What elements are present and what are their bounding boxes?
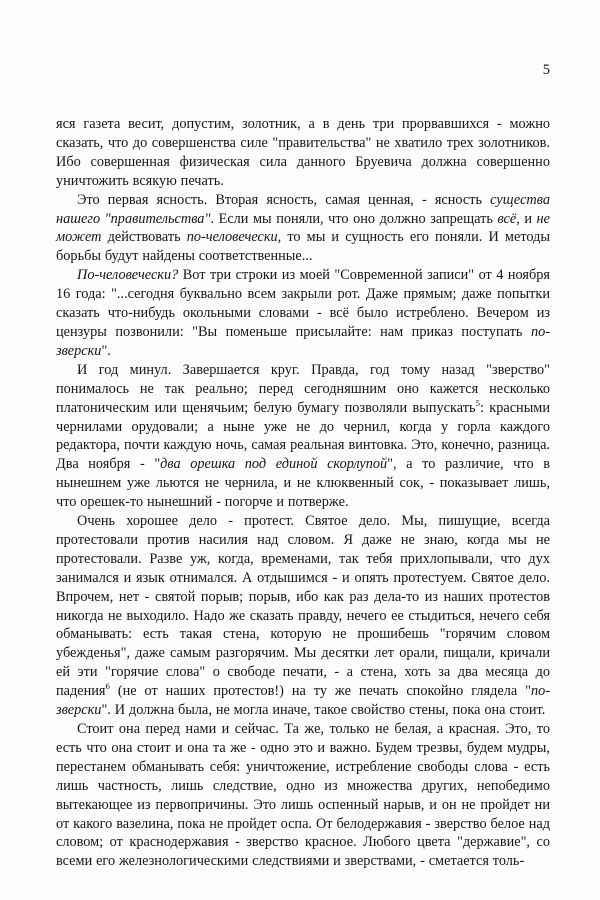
- page-number: 5: [542, 62, 550, 78]
- text-segment: не может: [56, 210, 550, 246]
- paragraph: [56, 720, 550, 871]
- text-segment: Это первая ясность. Вторая ясность, самая ценная, - ясность: [77, 191, 491, 208]
- footnote-marker: 6: [105, 681, 110, 692]
- text-segment: По-человечески?: [77, 267, 179, 284]
- text-segment: , и: [516, 210, 537, 227]
- text-segment: действовать: [101, 229, 187, 246]
- text-segment: ". И должна была, не могла иначе, такое свойство стены, пока она стоит.: [101, 702, 546, 719]
- text-segment: по-зверски: [56, 683, 550, 719]
- text-segment: ".: [101, 342, 111, 359]
- text-segment: всё: [497, 210, 517, 227]
- paragraph: [56, 115, 550, 191]
- text-segment: (не от наших протестов!) на ту же печать спокойно глядела ": [109, 683, 531, 700]
- text-segment: . Если мы поняли, что оно должно запрещать: [210, 210, 498, 227]
- paragraph: [56, 266, 550, 361]
- text-segment: по-человечески: [186, 229, 278, 246]
- text-segment: Вот три строки из моей "Современной записи" от 4 ноября 16 года: "...сегодня буквально всем закрыли рот. Даже прямым; даже попытки сказать что-нибудь окольными словами - всё было истреблено. Вечером из цензуры позвонили: "Вы поменьше присылайте: нам приказ поступать: [56, 267, 550, 340]
- text-segment: : красными чернилами орудовали; а ныне уже не до чернил, когда у горла каждого редактора, почти каждую ночь, самая реальная винтовка. Это, конечно, разница. Два ноября - ": [56, 399, 551, 473]
- text-segment: И год минул. Завершается круг. Правда, год тому назад "зверство" понималось не так реально; перед сегодняшним оно кажется несколько платоническим или щенячьим; белую бумагу позволяли выпускать: [56, 361, 550, 416]
- paragraph: [56, 512, 550, 720]
- paragraph: [56, 361, 550, 512]
- text-segment: яся газета весит, допустим, золотник, а в день три прорвавшихся - можно сказать, что до совершенства силе "правительства" не хватило трех золотников. Ибо совершенная физическая сила данного Бруевича должна совершенно уничтожить всякую печать.: [56, 116, 550, 189]
- text-segment: , то мы и сущность его поняли. И методы борьбы будут найдены соответственные...: [56, 229, 550, 265]
- text-segment: Стоит она перед нами и сейчас. Та же, только не белая, а красная. Это, то есть что она стоит и она та же - одно это и важно. Будем трезвы, будем мудры, перестанем обманывать себя: уничтожение, истребление свободы слова - есть лишь частность, лишь следствие, одно из множества других, непобедимо вытекающее из первопричины. Это лишь оспенный нарыв, и он не пройдет ни от какого вазелина, пока не пройдет оспа. От белодержавия - зверство белое над словом; от краснодержавия - зверство красное. Любого цвета "державие", со всеми его железнологическими следствиями и зверствами, - сметается толь-: [56, 721, 550, 870]
- text-segment: существа нашего "правительства": [56, 191, 550, 227]
- text-segment: по-зверски: [56, 323, 550, 359]
- text-block: [56, 115, 550, 871]
- text-segment: Очень хорошее дело - протест. Святое дело. Мы, пишущие, всегда протестовали против насилия над словом. Я даже не знаю, когда мы не протестовали. Разве уж, когда, временами, так тебя прихлопывали, что дух занимался и язык отнимался. А отдышимся - и опять протестуем. Святое дело. Впрочем, нет - святой порыв; порыв, ибо как раз дела-то из наших протестов никогда не выходило. Надо же сказать правду, нечего ее стыдиться, нечего себя обманывать: есть такая стена, которую не прошибешь "горячим словом убежденья", даже самым разгорячим. Мы десятки лет орали, пищали, кричали ей эти "горячие слова" о свободе печати, - а стена, хоть за два месяца до падения: [56, 513, 550, 700]
- paragraph: [56, 191, 550, 267]
- text-segment: ", а то различие, что в нынешнем уже льются не чернила, и не клюквенный сок, - показывает лишь, что орешек-то нынешний - погорче и потверже.: [56, 456, 550, 511]
- footnote-marker: 5: [475, 397, 480, 408]
- text-segment: два орешка под единой скорлупой: [160, 456, 388, 473]
